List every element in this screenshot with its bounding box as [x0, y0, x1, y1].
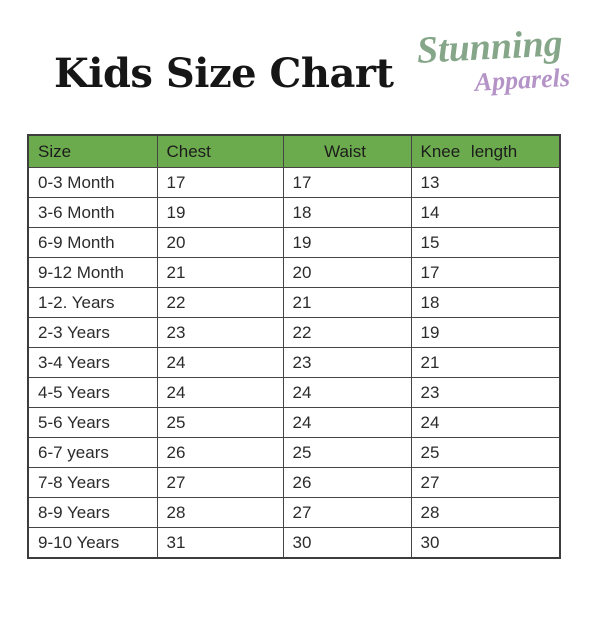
- table-row: [28, 228, 560, 258]
- cell-waist: 20: [283, 258, 411, 288]
- table-row: [28, 468, 560, 498]
- cell-knee-length: 24: [411, 408, 560, 438]
- cell-size: 7-8 Years: [28, 468, 157, 498]
- cell-waist: 17: [283, 168, 411, 198]
- cell-chest: 17: [157, 168, 283, 198]
- cell-knee-length: 15: [411, 228, 560, 258]
- page-title: Kids Size Chart: [54, 50, 394, 97]
- cell-waist: 22: [283, 318, 411, 348]
- cell-waist: 24: [283, 378, 411, 408]
- cell-chest: 24: [157, 348, 283, 378]
- cell-size: 9-10 Years: [28, 528, 157, 559]
- cell-knee-length: 30: [411, 528, 560, 559]
- header-row: [28, 135, 560, 168]
- table-row: [28, 258, 560, 288]
- cell-size: 6-7 years: [28, 438, 157, 468]
- table-row: [28, 318, 560, 348]
- cell-waist: 21: [283, 288, 411, 318]
- cell-size: 4-5 Years: [28, 378, 157, 408]
- cell-knee-length: 14: [411, 198, 560, 228]
- table-row: [28, 168, 560, 198]
- cell-chest: 26: [157, 438, 283, 468]
- column-header-knee-length: Knee length: [411, 135, 560, 168]
- cell-chest: 24: [157, 378, 283, 408]
- cell-waist: 23: [283, 348, 411, 378]
- cell-knee-length: 27: [411, 468, 560, 498]
- cell-waist: 19: [283, 228, 411, 258]
- cell-chest: 19: [157, 198, 283, 228]
- cell-size: 3-6 Month: [28, 198, 157, 228]
- table-row: [28, 288, 560, 318]
- column-header-waist: Waist: [283, 135, 411, 168]
- cell-waist: 27: [283, 498, 411, 528]
- table-row: [28, 438, 560, 468]
- cell-chest: 20: [157, 228, 283, 258]
- table-row: [28, 408, 560, 438]
- cell-chest: 22: [157, 288, 283, 318]
- cell-waist: 18: [283, 198, 411, 228]
- cell-chest: 23: [157, 318, 283, 348]
- cell-waist: 30: [283, 528, 411, 559]
- table-row: [28, 528, 560, 559]
- cell-size: 3-4 Years: [28, 348, 157, 378]
- cell-knee-length: 23: [411, 378, 560, 408]
- cell-knee-length: 13: [411, 168, 560, 198]
- cell-knee-length: 21: [411, 348, 560, 378]
- cell-chest: 31: [157, 528, 283, 559]
- cell-size: 0-3 Month: [28, 168, 157, 198]
- size-table: [27, 134, 561, 559]
- cell-size: 1-2. Years: [28, 288, 157, 318]
- size-table-head: [28, 135, 560, 168]
- table-row: [28, 498, 560, 528]
- cell-knee-length: 18: [411, 288, 560, 318]
- cell-chest: 27: [157, 468, 283, 498]
- cell-size: 6-9 Month: [28, 228, 157, 258]
- cell-size: 8-9 Years: [28, 498, 157, 528]
- cell-waist: 25: [283, 438, 411, 468]
- brand-name-secondary: Apparels: [473, 62, 571, 97]
- column-header-size: Size: [28, 135, 157, 168]
- table-row: [28, 198, 560, 228]
- cell-size: 2-3 Years: [28, 318, 157, 348]
- table-row: [28, 348, 560, 378]
- cell-chest: 28: [157, 498, 283, 528]
- cell-knee-length: 19: [411, 318, 560, 348]
- cell-knee-length: 17: [411, 258, 560, 288]
- table-row: [28, 378, 560, 408]
- cell-waist: 24: [283, 408, 411, 438]
- brand-name-primary: Stunning: [415, 22, 564, 72]
- column-header-chest: Chest: [157, 135, 283, 168]
- cell-waist: 26: [283, 468, 411, 498]
- cell-size: 5-6 Years: [28, 408, 157, 438]
- cell-chest: 25: [157, 408, 283, 438]
- brand-logo: [396, 23, 584, 100]
- cell-size: 9-12 Month: [28, 258, 157, 288]
- cell-knee-length: 25: [411, 438, 560, 468]
- cell-chest: 21: [157, 258, 283, 288]
- size-table-body: [28, 168, 560, 559]
- cell-knee-length: 28: [411, 498, 560, 528]
